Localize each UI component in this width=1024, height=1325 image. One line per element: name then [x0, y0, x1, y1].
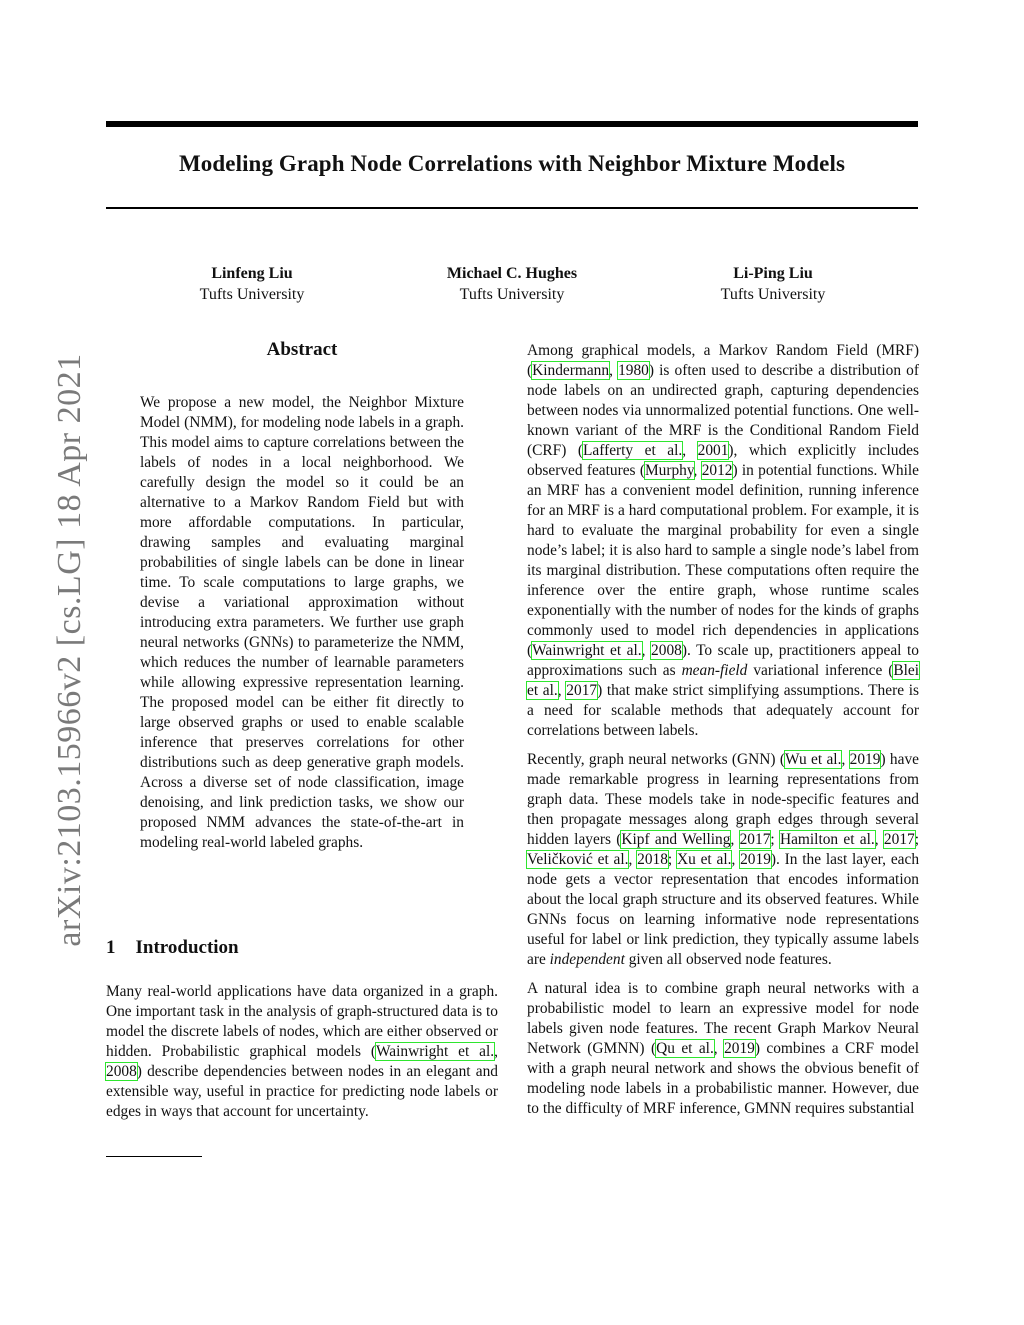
citation-link[interactable]: 2012	[701, 462, 733, 479]
emphasis: independent	[549, 951, 625, 968]
text-run: ), which explicitly includes observed features (	[527, 442, 919, 479]
paragraph-gmnn	[527, 979, 919, 1119]
citation-link[interactable]: Wainwright et al.	[532, 642, 642, 659]
citation-link[interactable]: Murphy	[644, 462, 694, 479]
footnote-rule	[106, 1156, 202, 1157]
text-run: ,	[713, 1040, 725, 1057]
text-run: ,	[557, 682, 567, 699]
text-run: given all observed node features.	[624, 951, 832, 968]
author-block	[382, 263, 642, 305]
abstract-body: We propose a new model, the Neighbor Mixture Model (NMM), for modeling node labels in a graph. This model aims to capture correlations between the labels of nodes in a local neighborhood. We carefully design the model so it could be an alternative to a Markov Random Field but with more affordable computations. In particular, drawing samples and evaluating marginal probabilities of single labels can be done in linear time. To scale computations to large graphs, we devise a variational approximation without introducing extra parameters. We further use graph neural networks (GNNs) to parameterize the NMM, which reduces the number of learnable parameters while allowing expressive representation learning. The proposed model can be either fit directly to large observed graphs or used to enable scalable inference that preserves correlations for other distributions such as deep generative graph models. Across a diverse set of node classification, image denoising, and link prediction tasks, we show our proposed NMM advances the state-of-the-art in modeling real-world labeled graphs.	[140, 394, 464, 851]
text-run: ) that make strict simplifying assumptions. There is a need for scalable methods that adequately account for correlations between labels.	[527, 682, 919, 739]
arxiv-identifier: arXiv:2103.15966v2 [cs.LG] 18 Apr 2021	[51, 353, 88, 947]
citation-link[interactable]: 2019	[740, 851, 771, 868]
author-name: Michael C. Hughes	[446, 265, 578, 282]
citation-link[interactable]: Qu et al.	[656, 1040, 714, 1057]
citation-link[interactable]: Lafferty et al.	[583, 442, 683, 459]
text-run: ). To scale up, practitioners appeal to approximations such as	[527, 642, 919, 679]
section-title: Introduction	[135, 937, 239, 958]
text-run: ,	[628, 851, 638, 868]
paper-title: Modeling Graph Node Correlations with Neighbor Mixture Models	[178, 151, 846, 176]
citation-link[interactable]: 1980	[618, 362, 649, 379]
author-affiliation: Tufts University	[199, 286, 305, 303]
abstract-heading: Abstract	[266, 339, 338, 360]
text-run: variational inference (	[747, 662, 894, 679]
text-run: ,	[874, 831, 884, 848]
text-run: Many real-world applications have data organized in a graph. One important task in the analysis of graph-structured data is to model the discrete labels of nodes, which are either observed or hidden. Probabilistic graphical models (	[106, 983, 498, 1060]
text-run: ,	[494, 1043, 498, 1060]
text-run: ;	[667, 851, 677, 868]
citation-link[interactable]: 2019	[724, 1040, 755, 1057]
emphasis: mean-field	[681, 662, 748, 679]
text-run: ;	[914, 831, 919, 848]
text-run: ) is often used to describe a distribution of node labels on an undirected graph, capturing dependencies between nodes via unnormalized potential functions. One well-known variant of the MRF is the Conditional Random Field (CRF) (	[527, 362, 919, 459]
author-name: Li-Ping Liu	[733, 265, 813, 282]
text-run: ,	[693, 462, 702, 479]
citation-link[interactable]: 2019	[849, 751, 881, 768]
citation-link[interactable]: 2017	[566, 682, 598, 699]
text-run: ,	[682, 442, 698, 459]
text-run: ) in potential functions. While an MRF has a convenient model definition, running inference for an MRF is a hard computational problem. For example, it is hard to evaluate the marginal probability for even a single node’s label; it is also hard to sample a single node’s label from its marginal distribution. These computations often require the inference over the entire graph, whose runtime scales exponentially with the number of nodes for the kinds of graphs commonly used to model rich dependencies in applications (	[527, 462, 919, 659]
citation-link[interactable]: 2017	[739, 831, 771, 848]
text-run: ) combines a CRF model with a graph neural network and shows the obvious benefit of modeling node labels in a probabilistic manner. However, due to the difficulty of MRF inference, GMNN requires substantial	[527, 1040, 919, 1117]
text-run: ,	[730, 831, 740, 848]
author-block	[643, 263, 903, 305]
author-block	[122, 263, 382, 305]
text-run: ,	[841, 751, 850, 768]
title-rule-bottom	[106, 207, 918, 209]
citation-link[interactable]: 2008	[106, 1063, 137, 1080]
citation-link[interactable]: Wainwright et al.	[375, 1043, 495, 1060]
paragraph-gnn	[527, 750, 919, 970]
text-run: ) describe dependencies between nodes in an elegant and extensible way, useful in practice for predicting node labels or edges in ways that account for uncertainty.	[106, 1063, 498, 1120]
text-run: ;	[770, 831, 780, 848]
text-run: Among graphical models, a Markov Random Field (MRF) (	[527, 342, 919, 379]
section-heading-introduction	[106, 937, 239, 959]
text-run: A natural idea is to combine graph neural networks with a probabilistic model to learn an expressive model for node labels given node features. The recent Graph Markov Neural Network (GMNN) (	[527, 980, 919, 1057]
intro-paragraph-1	[106, 982, 498, 1122]
citation-link[interactable]: Kindermann	[532, 362, 610, 379]
title-rule-top	[106, 121, 918, 127]
right-column	[527, 341, 919, 1119]
section-number: 1	[106, 937, 116, 958]
text-run: ,	[641, 642, 652, 659]
author-name: Linfeng Liu	[211, 265, 293, 282]
citation-link[interactable]: 2001	[697, 442, 729, 459]
author-affiliation: Tufts University	[459, 286, 565, 303]
citation-link[interactable]: Kipf and Welling	[621, 831, 731, 848]
text-run: Recently, graph neural networks (GNN) (	[527, 751, 786, 768]
citation-link[interactable]: 2008	[651, 642, 682, 659]
text-run: ) have made remarkable progress in learning representations from graph data. These models take in node-specific features and then propagate messages along graph edges through several hidden layers (	[527, 751, 919, 848]
text-run: ,	[609, 362, 619, 379]
paragraph-mrf	[527, 341, 919, 741]
citation-link[interactable]: 2018	[637, 851, 668, 868]
author-affiliation: Tufts University	[720, 286, 826, 303]
citation-link[interactable]: 2017	[883, 831, 915, 848]
citation-link[interactable]: Veličković et al.	[527, 851, 629, 868]
citation-link[interactable]: Wu et al.	[785, 751, 842, 768]
text-run: ,	[731, 851, 741, 868]
text-run: ). In the last layer, each node gets a vector representation that encodes information about the local graph structure and its observed features. While GNNs focus on learning informative node representations useful for label or link prediction, they typically assume labels are	[527, 851, 920, 968]
citation-link[interactable]: Xu et al.	[676, 851, 732, 868]
citation-link[interactable]: Blei et al.	[527, 662, 919, 699]
citation-link[interactable]: Hamilton et al.	[779, 831, 875, 848]
